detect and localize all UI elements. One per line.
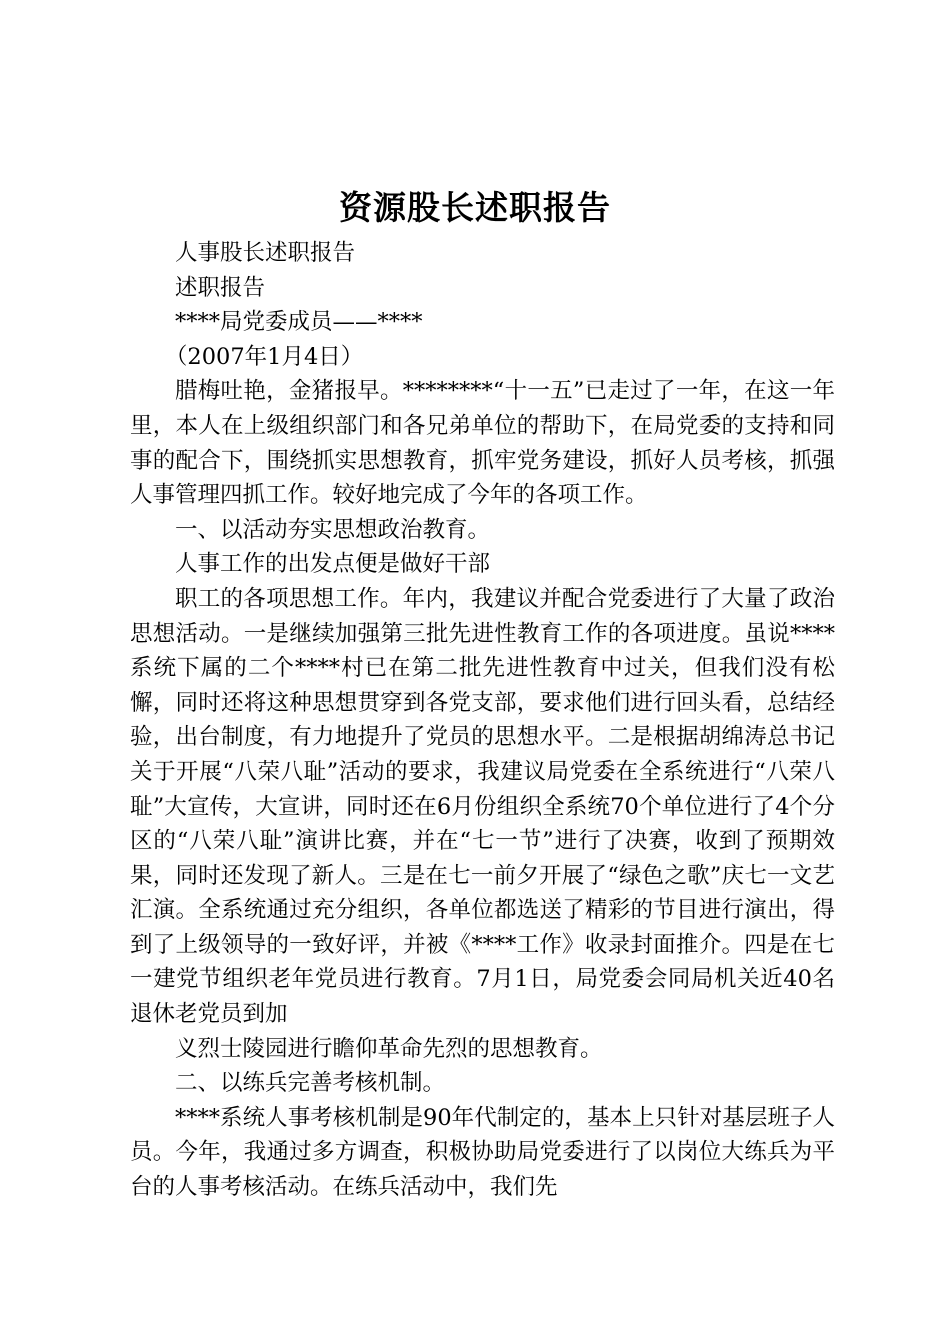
body-paragraph: 人事工作的出发点便是做好干部 [175, 551, 491, 578]
document-body [130, 236, 835, 1205]
document-title: 资源股长述职报告 [339, 188, 611, 227]
date-paragraph: （2007年1月4日） [164, 343, 364, 370]
report-label-paragraph: 述职报告 [175, 274, 266, 301]
subtitle-paragraph: 人事股长述职报告 [175, 240, 356, 266]
body-paragraph: 职工的各项思想工作。年内，我建议并配合党委进行了大量了政治思想活动。一是继续加强第三批先进性教育工作的各项进度。虽说****系统下属的二个****村已在第二批先进性教育中过关，但我们没有松懈，同时还将这种思想贯穿到各党支部，要求他们进行回头看，总结经验，出台制度，有力地提升了党员的思想水平。二是根据胡绵涛总书记关于开展“八荣八耻”活动的要求，我建议局党委在全系统进行“八荣八耻”大宣传，大宣讲，同时还在6月份组织全系统70个单位进行了4个分区的“八荣八耻”演讲比赛，并在“七一节”进行了决赛，收到了预期效果，同时还发现了新人。三是在七一前夕开展了“绿色之歌”庆七一文艺汇演。全系统通过充分组织，各单位都选送了精彩的节目进行演出，得到了上级领导的一致好评，并被《****工作》收录封面推介。四是在七一建党节组织老年党员进行教育。7月1日，局党委会同局机关近40名退休老党员到加 [130, 585, 835, 1028]
body-paragraph: 义烈士陵园进行瞻仰革命先烈的思想教育。 [175, 1035, 603, 1062]
section-heading-2: 二、以练兵完善考核机制。 [175, 1070, 446, 1097]
body-paragraph: ****系统人事考核机制是90年代制定的，基本上只针对基层班子人员。今年，我通过多方调查，积极协助局党委进行了以岗位大练兵为平台的人事考核活动。在练兵活动中，我们先 [130, 1104, 835, 1201]
section-heading-1: 一、以活动夯实思想政治教育。 [175, 516, 491, 543]
intro-paragraph: 腊梅吐艳，金猪报早。********“十一五”已走过了一年，在这一年里，本人在上级组织部门和各兄弟单位的帮助下，在局党委的支持和同事的配合下，围绕抓实思想教育，抓牢党务建设，抓好人员考核，抓强人事管理四抓工作。较好地完成了今年的各项工作。 [130, 378, 835, 509]
author-paragraph: ****局党委成员——**** [175, 309, 423, 336]
